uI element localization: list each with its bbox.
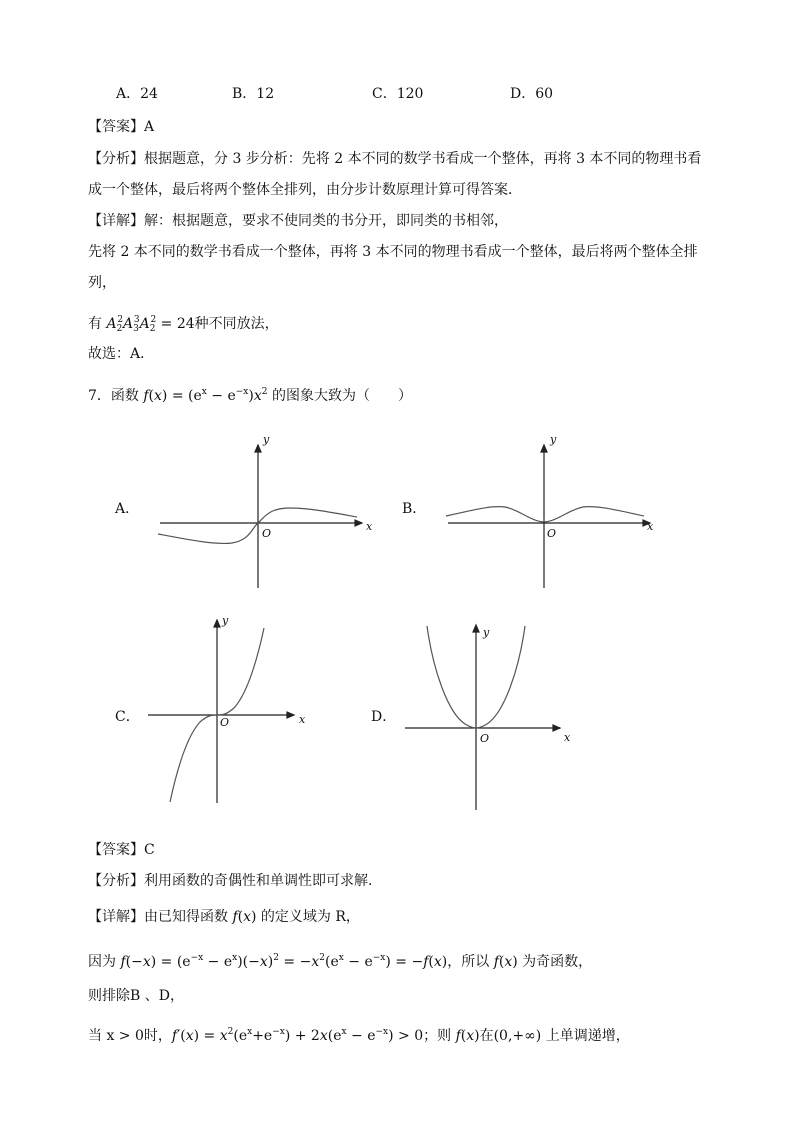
option-c-q6: C．120: [372, 86, 424, 102]
analysis-tag: 【分析】: [88, 151, 144, 167]
option-d-q6: D．60: [510, 86, 554, 102]
origin-label: O: [480, 732, 490, 745]
function-formula: $f(x) = (e^x - e^{-x})x^2$: [143, 387, 268, 404]
option-a-q6: A．24: [116, 86, 158, 102]
x-label: x: [299, 713, 306, 726]
q7-analysis-line: [88, 871, 372, 891]
graph-label-a: A．: [115, 501, 140, 517]
detail-4-pre: 有: [88, 316, 107, 332]
x-label: x: [366, 520, 373, 533]
analysis-text: 利用函数的奇偶性和单调性即可求解.: [144, 873, 373, 889]
detail-tag: 【详解】: [88, 213, 144, 229]
origin-label: O: [547, 527, 557, 540]
x-arrow: [553, 725, 560, 731]
detail-1-pre: 由已知得函数: [144, 909, 233, 925]
origin-label: O: [262, 527, 272, 540]
detail-4-pre: 当 x > 0时，: [88, 1028, 172, 1044]
q6-detail-line-3: 列，: [88, 275, 116, 291]
analysis-text-1: 根据题意，分 3 步分析：先将 2 本不同的数学书看成一个整体，再将 3 本不同的物理书看: [144, 151, 702, 167]
q7-detail-line-2: [88, 948, 592, 972]
detail-2-pre: 因为: [88, 954, 121, 970]
q7-answer-line: [88, 840, 155, 860]
graph-label-c: C．: [115, 709, 140, 725]
q7-detail-line-4: [88, 1022, 630, 1046]
detail-4-post: 上单调递增，: [541, 1028, 630, 1044]
fx-inline-2: f(x): [493, 954, 518, 970]
permutation-formula: $A_2^2A_3^3A_2^2$: [106, 315, 157, 334]
q7-detail-line-1: [88, 907, 360, 927]
detail-text-1: 解：根据题意，要求不使同类的书分开，即同类的书相邻，: [144, 213, 508, 229]
detail-tag: 【详解】: [88, 909, 144, 925]
option-b-q6: B．12: [232, 86, 275, 102]
q6-detail-line-2: 先将 2 本不同的数学书看成一个整体，再将 3 本不同的物理书看成一个整体，最后将两个整体全排: [88, 244, 698, 260]
q7-detail-line-3: 则排除B 、D，: [88, 988, 184, 1004]
analysis-tag: 【分析】: [88, 873, 144, 889]
detail-2-mid: ，所以: [447, 954, 494, 970]
detail-4-post: = 24种不同放法，: [156, 316, 279, 332]
y-arrow: [473, 625, 479, 632]
detail-1-post: 的定义域为 R，: [256, 909, 360, 925]
graph-label-b: B．: [402, 501, 427, 517]
q6-analysis-line-2: 成一个整体，最后将两个整体全排列，由分步计数原理计算可得答案．: [88, 182, 522, 198]
derivative-formula: $f'(x) = x^2(e^x+e^{-x}) + 2x(e^x - e^{-x}) > 0$: [171, 1027, 424, 1044]
answer-tag: 【答案】: [88, 119, 144, 135]
y-label: y: [263, 433, 270, 446]
origin-label: O: [220, 716, 230, 729]
detail-4-mid: ；则: [423, 1028, 456, 1044]
answer-value: C: [144, 842, 155, 858]
y-label: y: [483, 626, 490, 639]
x-label: x: [647, 520, 654, 533]
detail-2-post: 为奇函数，: [517, 954, 593, 970]
answer-value: A: [144, 119, 155, 135]
x-label: x: [564, 731, 571, 744]
answer-tag: 【答案】: [88, 842, 144, 858]
y-label: y: [222, 614, 229, 627]
stem-pre: 7．函数: [88, 388, 144, 404]
odd-function-derivation: $f(-x) = (e^{-x} - e^x)(-x)^2 = -x^2(e^x - e^{-x}) = -f(x)$: [120, 953, 448, 970]
q6-detail-line-5: 故选：A．: [88, 346, 155, 362]
graph-label-d: D．: [371, 709, 397, 725]
fx-inline: f(x): [232, 909, 257, 925]
stem-post: 的图象大致为（ ）: [267, 388, 412, 404]
y-label: y: [550, 433, 557, 446]
fx-interval: f(x)在(0,+∞): [455, 1028, 542, 1044]
